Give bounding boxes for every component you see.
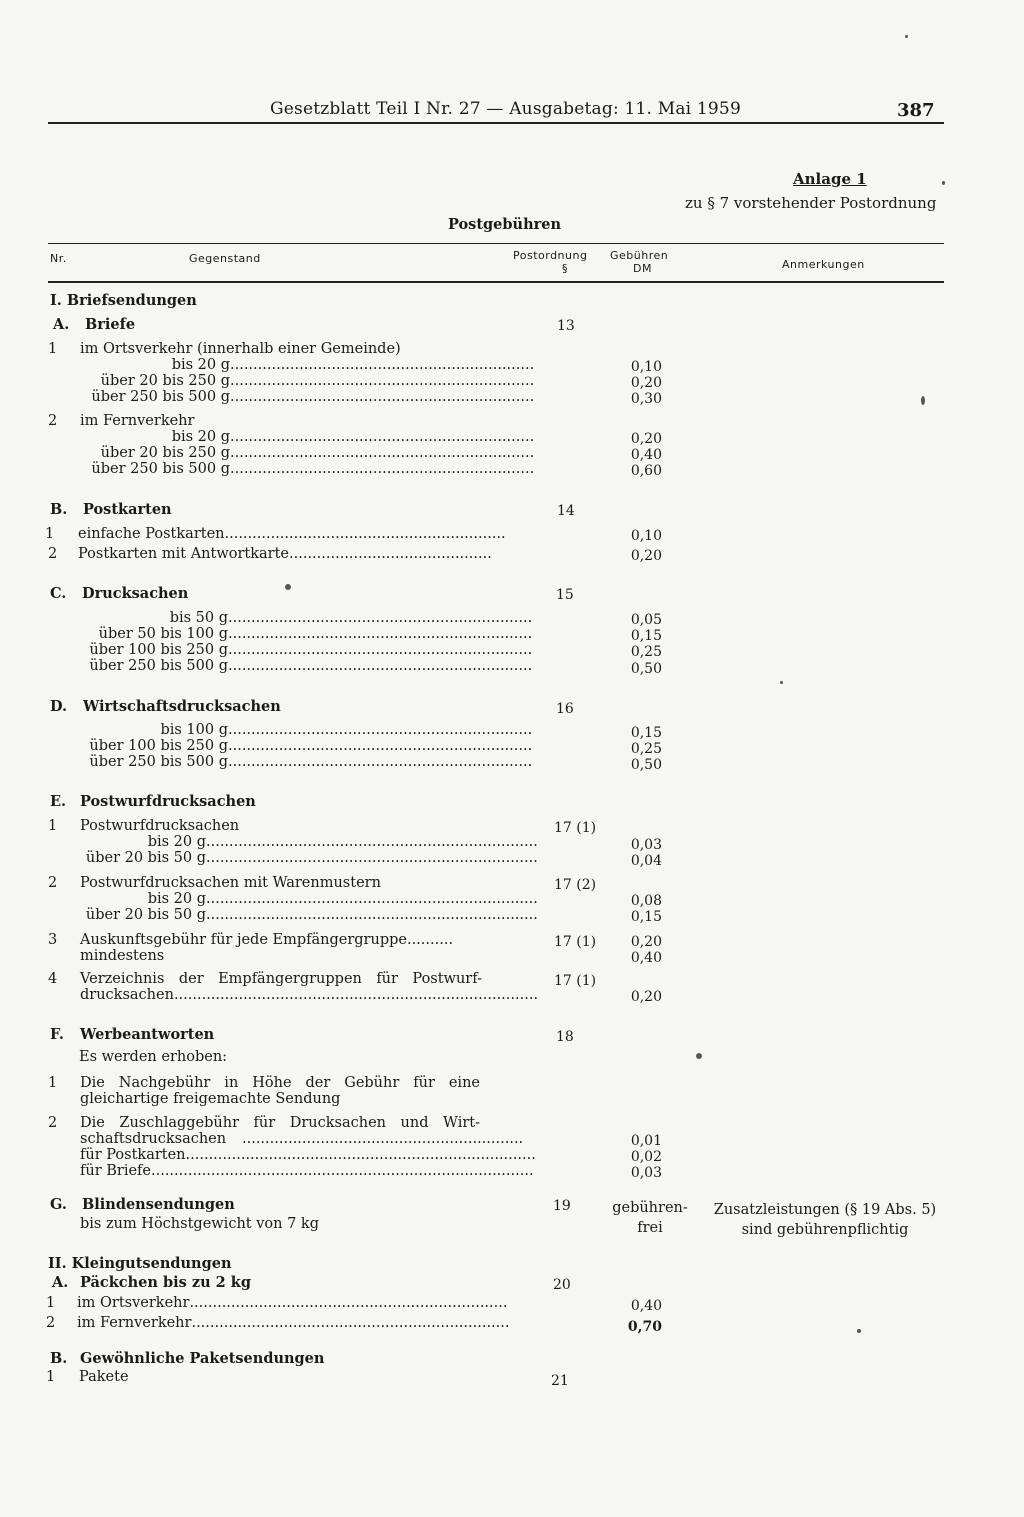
leader-line: Auskunftsgebühr für jede Empfängergruppe.......... xyxy=(80,932,454,948)
leader-line: Postkarten mit Antwortkarte............................................ xyxy=(78,546,492,562)
page-number: 387 xyxy=(897,100,935,121)
subsection-heading: Wirtschaftsdrucksachen xyxy=(83,698,281,715)
paragraph-ref: 15 xyxy=(556,587,574,603)
annex-subtitle: zu § 7 vorstehender Postordnung xyxy=(685,194,937,212)
scan-speck xyxy=(780,681,783,684)
leader-line: über 100 bis 250 g.................................................................. xyxy=(78,738,482,754)
item-number: 1 xyxy=(46,1295,56,1311)
item-text: Postwurfdrucksachen mit Warenmustern xyxy=(80,875,381,891)
weight-range: über 50 bis 100 g xyxy=(98,626,228,642)
fee-value: 0,15 xyxy=(630,628,662,644)
leader-line: schaftsdrucksachen ............................................................. xyxy=(80,1131,524,1147)
fee-value: 0,15 xyxy=(630,725,662,741)
scan-speck xyxy=(696,1053,702,1059)
leader-line: bis 20 g.................................................................. xyxy=(80,429,482,445)
fee-value: 0,50 xyxy=(630,757,662,773)
fee-value: 0,30 xyxy=(630,391,662,407)
leader-line: über 20 bis 250 g.................................................................. xyxy=(80,373,482,389)
fee-value: 0,60 xyxy=(630,463,662,479)
item-number: 2 xyxy=(46,1315,56,1331)
subsection-letter: G. xyxy=(50,1196,67,1213)
subsection-heading: Werbeantworten xyxy=(80,1026,215,1043)
fee-value: 0,40 xyxy=(630,1298,662,1314)
paragraph-ref: 19 xyxy=(553,1198,571,1214)
weight-range: über 100 bis 250 g xyxy=(89,642,228,658)
item-text: Die Nachgebühr in Höhe der Gebühr für eine xyxy=(80,1075,480,1091)
subsection-letter: B. xyxy=(50,1350,68,1367)
subsection-letter: C. xyxy=(50,585,67,602)
fee-value: 0,40 xyxy=(630,447,662,463)
item-number: 1 xyxy=(48,341,58,357)
scan-speck xyxy=(285,584,291,590)
fee-value: 0,20 xyxy=(630,375,662,391)
paragraph-ref: 17 (1) xyxy=(554,973,597,989)
annex-title: Anlage 1 xyxy=(793,170,867,188)
fee-value: 0,40 xyxy=(630,950,662,966)
table-title: Postgebühren xyxy=(448,216,562,233)
item-number: 1 xyxy=(46,1369,56,1385)
col-postordnung: Postordnung xyxy=(513,249,588,262)
table-header-rule xyxy=(48,281,944,283)
weight-range: über 20 bis 50 g xyxy=(85,907,206,923)
section-heading-I: I. Briefsendungen xyxy=(50,292,197,309)
paragraph-ref: 16 xyxy=(556,701,574,717)
item-number: 2 xyxy=(48,1115,58,1131)
paragraph-ref: 20 xyxy=(553,1277,571,1293)
fee-value: 0,70 xyxy=(627,1319,662,1335)
section-heading-II: II. Kleingutsendungen xyxy=(48,1255,232,1272)
fee-value: 0,02 xyxy=(630,1149,662,1165)
leader-line: über 100 bis 250 g.................................................................. xyxy=(78,642,482,658)
remark-text: sind gebührenpflichtig xyxy=(741,1222,909,1238)
weight-range: bis 50 g xyxy=(169,610,228,626)
leader-line: im Ortsverkehr..................................................................... xyxy=(77,1295,508,1311)
weight-range: bis 100 g xyxy=(160,722,228,738)
weight-range: bis 20 g xyxy=(147,891,206,907)
running-header: Gesetzblatt Teil I Nr. 27 — Ausgabetag: 11. Mai 1959 xyxy=(270,99,741,119)
item-text: Die Zuschlaggebühr für Drucksachen und Wirt- xyxy=(80,1115,480,1131)
item-number: 1 xyxy=(48,818,58,834)
item-text: Postwurfdrucksachen xyxy=(80,818,240,834)
weight-range: über 20 bis 250 g xyxy=(100,445,230,461)
weight-range: über 20 bis 50 g xyxy=(85,850,206,866)
item-text: im Fernverkehr xyxy=(80,413,195,429)
fee-value: 0,10 xyxy=(630,359,662,375)
subsection-letter: A. xyxy=(52,1274,69,1291)
leader-line: bis 100 g.................................................................. xyxy=(78,722,482,738)
weight-range: über 20 bis 250 g xyxy=(100,373,230,389)
scan-speck xyxy=(942,181,945,185)
scan-speck xyxy=(857,1329,861,1333)
col-item: Gegenstand xyxy=(189,252,261,265)
fee-value: 0,01 xyxy=(630,1133,662,1149)
leader-line: über 20 bis 50 g........................................................................ xyxy=(78,850,482,866)
weight-range: bis 20 g xyxy=(171,357,230,373)
fee-exempt: gebühren- xyxy=(612,1200,688,1216)
item-text: bis zum Höchstgewicht von 7 kg xyxy=(80,1216,319,1232)
paragraph-ref: 17 (1) xyxy=(554,934,597,950)
table-top-rule xyxy=(48,243,944,244)
item-text: Postkarten mit Antwortkarte xyxy=(78,546,290,562)
leader-line: über 250 bis 500 g.................................................................. xyxy=(78,754,482,770)
fee-value: 0,20 xyxy=(630,934,662,950)
item-text: schaftsdrucksachen xyxy=(80,1131,227,1147)
fee-value: 0,05 xyxy=(630,612,662,628)
item-text: Pakete xyxy=(79,1369,129,1385)
col-remarks: Anmerkungen xyxy=(782,258,865,271)
leader-line: bis 20 g.................................................................. xyxy=(80,357,482,373)
item-text: drucksachen xyxy=(80,987,174,1003)
subsection-heading: Blindensendungen xyxy=(82,1196,235,1213)
fee-value: 0,50 xyxy=(630,661,662,677)
leader-line: bis 20 g........................................................................ xyxy=(78,891,482,907)
leader-line: über 250 bis 500 g.................................................................. xyxy=(78,658,482,674)
item-text: einfache Postkarten xyxy=(78,526,225,542)
item-text: mindestens xyxy=(80,948,165,964)
weight-range: über 250 bis 500 g xyxy=(89,658,228,674)
col-dm: DM xyxy=(633,262,652,275)
item-text: im Ortsverkehr xyxy=(77,1295,190,1311)
leader-line: über 20 bis 250 g.................................................................. xyxy=(80,445,482,461)
item-text: gleichartige freigemachte Sendung xyxy=(80,1091,341,1107)
header-rule xyxy=(48,122,944,124)
col-fees: Gebühren xyxy=(610,249,669,262)
leader-line: für Briefe................................................................................... xyxy=(80,1163,534,1179)
fee-value: 0,03 xyxy=(630,1165,662,1181)
leader-line: im Fernverkehr..................................................................... xyxy=(77,1315,510,1331)
item-text: im Fernverkehr xyxy=(77,1315,192,1331)
weight-range: über 100 bis 250 g xyxy=(89,738,228,754)
item-number: 1 xyxy=(45,526,55,542)
fee-exempt: frei xyxy=(637,1220,663,1236)
fee-value: 0,25 xyxy=(630,644,662,660)
paragraph-ref: 14 xyxy=(557,503,575,519)
weight-range: über 250 bis 500 g xyxy=(91,389,230,405)
item-number: 2 xyxy=(48,546,58,562)
leader-line: bis 50 g.................................................................. xyxy=(78,610,482,626)
item-text: für Postkarten xyxy=(80,1147,186,1163)
item-number: 2 xyxy=(48,413,58,429)
leader-line: über 250 bis 500 g.................................................................. xyxy=(80,389,482,405)
subsection-heading: Päckchen bis zu 2 kg xyxy=(80,1274,251,1291)
fee-value: 0,08 xyxy=(630,893,662,909)
weight-range: bis 20 g xyxy=(147,834,206,850)
scan-speck xyxy=(905,35,908,38)
weight-range: über 250 bis 500 g xyxy=(91,461,230,477)
item-number: 3 xyxy=(48,932,58,948)
item-text: Verzeichnis der Empfängergruppen für Postwurf- xyxy=(80,971,482,987)
paragraph-ref: 13 xyxy=(557,318,575,334)
paragraph-ref: 17 (2) xyxy=(554,877,597,893)
col-para-sign: § xyxy=(562,262,568,275)
weight-range: über 250 bis 500 g xyxy=(89,754,228,770)
subsection-letter: B. xyxy=(50,501,68,518)
subsection-heading: Briefe xyxy=(85,316,136,333)
leader-line: für Postkarten............................................................................ xyxy=(80,1147,536,1163)
item-number: 1 xyxy=(48,1075,58,1091)
leader-line: über 250 bis 500 g.................................................................. xyxy=(80,461,482,477)
subsection-heading: Drucksachen xyxy=(82,585,189,602)
leader-line: einfache Postkarten............................................................. xyxy=(78,526,506,542)
remark-text: Zusatzleistungen (§ 19 Abs. 5) xyxy=(713,1202,937,1218)
fee-value: 0,04 xyxy=(630,853,662,869)
subsection-heading: Postkarten xyxy=(83,501,172,518)
fee-value: 0,20 xyxy=(630,431,662,447)
item-number: 2 xyxy=(48,875,58,891)
paragraph-ref: 18 xyxy=(556,1029,574,1045)
scan-speck xyxy=(921,396,925,405)
subsection-letter: D. xyxy=(50,698,68,715)
subsection-heading: Postwurfdrucksachen xyxy=(80,793,256,810)
paragraph-ref: 17 (1) xyxy=(554,820,597,836)
item-text: Auskunftsgebühr für jede Empfängergruppe xyxy=(80,932,407,948)
fee-value: 0,20 xyxy=(630,989,662,1005)
subsection-letter: A. xyxy=(53,316,70,333)
item-text: für Briefe xyxy=(80,1163,151,1179)
subsection-letter: F. xyxy=(50,1026,64,1043)
col-nr: Nr. xyxy=(50,252,67,265)
item-text: im Ortsverkehr (innerhalb einer Gemeinde) xyxy=(80,341,401,357)
fee-value: 0,10 xyxy=(630,528,662,544)
leader-line: drucksachen............................................................................... xyxy=(80,987,539,1003)
subsection-heading: Gewöhnliche Paketsendungen xyxy=(80,1350,325,1367)
weight-range: bis 20 g xyxy=(171,429,230,445)
paragraph-ref: 21 xyxy=(551,1373,569,1389)
fee-value: 0,15 xyxy=(630,909,662,925)
item-number: 4 xyxy=(48,971,58,987)
fee-value: 0,03 xyxy=(630,837,662,853)
item-text: Es werden erhoben: xyxy=(79,1049,228,1065)
leader-line: über 50 bis 100 g.................................................................. xyxy=(78,626,482,642)
leader-line: über 20 bis 50 g........................................................................ xyxy=(78,907,482,923)
leader-line: bis 20 g........................................................................ xyxy=(78,834,482,850)
fee-value: 0,25 xyxy=(630,741,662,757)
subsection-letter: E. xyxy=(50,793,67,810)
fee-value: 0,20 xyxy=(630,548,662,564)
